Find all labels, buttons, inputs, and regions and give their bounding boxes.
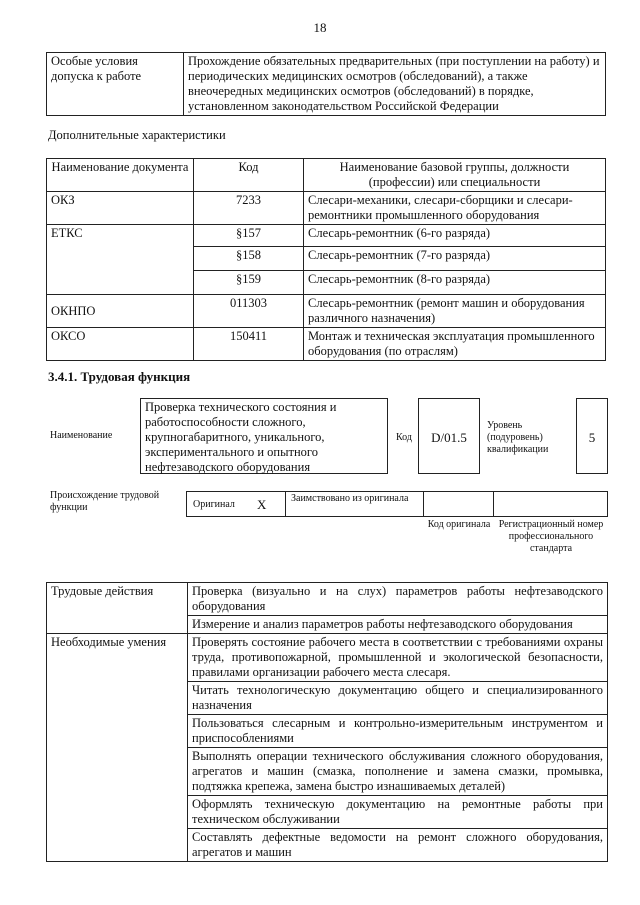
table-row xyxy=(47,328,606,361)
row-code: §159 xyxy=(194,271,304,295)
level-value: 5 xyxy=(588,430,596,445)
skills-label: Необходимые умения xyxy=(47,634,188,862)
code-label: Код xyxy=(396,432,412,443)
row-name: Слесарь-ремонтник (ремонт машин и оборудования различного назначения) xyxy=(304,295,606,328)
skill-item: Проверять состояние рабочего места в соответствии с требованиями охраны труда, противопожарной, промышленной и экологической безопасности, правилами организации рабочего места слесаря. xyxy=(188,634,608,682)
skill-item: Оформлять техническую документацию на ремонтные работы при техническом обслуживании xyxy=(188,796,608,829)
table-header-row xyxy=(47,159,606,192)
original-label: Оригинал xyxy=(193,499,235,510)
row-name: Слесарь-ремонтник (8-го разряда) xyxy=(304,271,606,295)
row-name: Монтаж и техническая эксплуатация промышленного оборудования (по отраслям) xyxy=(304,328,606,361)
row-code: 7233 xyxy=(194,192,304,225)
table-row xyxy=(47,634,608,682)
header-doc: Наименование документа xyxy=(47,159,194,192)
section-title: 3.4.1. Трудовая функция xyxy=(48,369,191,384)
row-doc: ОКНПО xyxy=(47,295,194,328)
special-conditions-text: Прохождение обязательных предварительных (при поступлении на работу) и периодических медицинских осмотров (обследований), а также внеочередных медицинских осмотров (обследований) в порядке, установленном законодательством Российской Федерации xyxy=(184,53,606,116)
function-name: Проверка технического состояния и работоспособности сложного, крупногабаритного, уникального, экспериментального и опытного нефтезаводского оборудования xyxy=(145,400,337,474)
actions-label: Трудовые действия xyxy=(47,583,188,634)
code-caption: Код оригинала xyxy=(427,519,491,530)
row-code: §158 xyxy=(194,247,304,271)
table-row xyxy=(47,295,606,328)
table-row xyxy=(47,225,606,247)
skill-item: Читать технологическую документацию общего и специализированного назначения xyxy=(188,682,608,715)
level-box xyxy=(576,398,608,474)
name-label: Наименование xyxy=(50,430,113,441)
row-doc: ОКЗ xyxy=(47,192,194,225)
row-name: Слесарь-ремонтник (7-го разряда) xyxy=(304,247,606,271)
skill-item: Составлять дефектные ведомости на ремонт сложного оборудования, агрегатов и машин xyxy=(188,829,608,862)
additional-table xyxy=(46,158,606,361)
table-row xyxy=(47,583,608,616)
function-code: D/01.5 xyxy=(431,430,467,445)
row-name: Слесарь-ремонтник (6-го разряда) xyxy=(304,225,606,247)
special-conditions-table xyxy=(46,52,606,116)
skill-item: Выполнять операции технического обслуживания сложного оборудования, агрегатов и машин (смазка, пополнение и замена смазки, промывка, подтяжка крепежа, замена быстро изнашиваемых деталей) xyxy=(188,748,608,796)
row-name: Слесари-механики, слесари-сборщики и слесари-ремонтники промышленного оборудования xyxy=(304,192,606,225)
special-conditions-label: Особые условия допуска к работе xyxy=(47,53,184,116)
additional-heading: Дополнительные характеристики xyxy=(48,128,226,142)
header-code: Код xyxy=(194,159,304,192)
borrowed-label: Заимствовано из оригинала xyxy=(291,493,409,504)
skill-item: Пользоваться слесарным и контрольно-измерительным инструментом и приспособлениями xyxy=(188,715,608,748)
page-number: 18 xyxy=(313,20,327,35)
level-label: Уровень (подуровень) квалификации xyxy=(487,420,549,455)
function-name-box xyxy=(140,398,388,474)
header-name: Наименование базовой группы, должности (профессии) или специальности xyxy=(304,159,606,192)
row-code: §157 xyxy=(194,225,304,247)
table-row xyxy=(47,192,606,225)
row-code: 011303 xyxy=(194,295,304,328)
actions-skills-table xyxy=(46,582,608,862)
reg-caption: Регистрационный номер профессионального стандарта xyxy=(498,519,604,554)
action-item: Проверка (визуально и на слух) параметров работы нефтезаводского оборудования xyxy=(188,583,608,616)
row-code: 150411 xyxy=(194,328,304,361)
origin-row xyxy=(186,491,608,517)
row-doc: ОКСО xyxy=(47,328,194,361)
row-doc: ЕТКС xyxy=(47,225,194,295)
origin-label: Происхождение трудовой функции xyxy=(50,490,160,513)
action-item: Измерение и анализ параметров работы нефтезаводского оборудования xyxy=(188,616,608,634)
function-code-box xyxy=(418,398,480,474)
original-mark: X xyxy=(257,497,267,512)
